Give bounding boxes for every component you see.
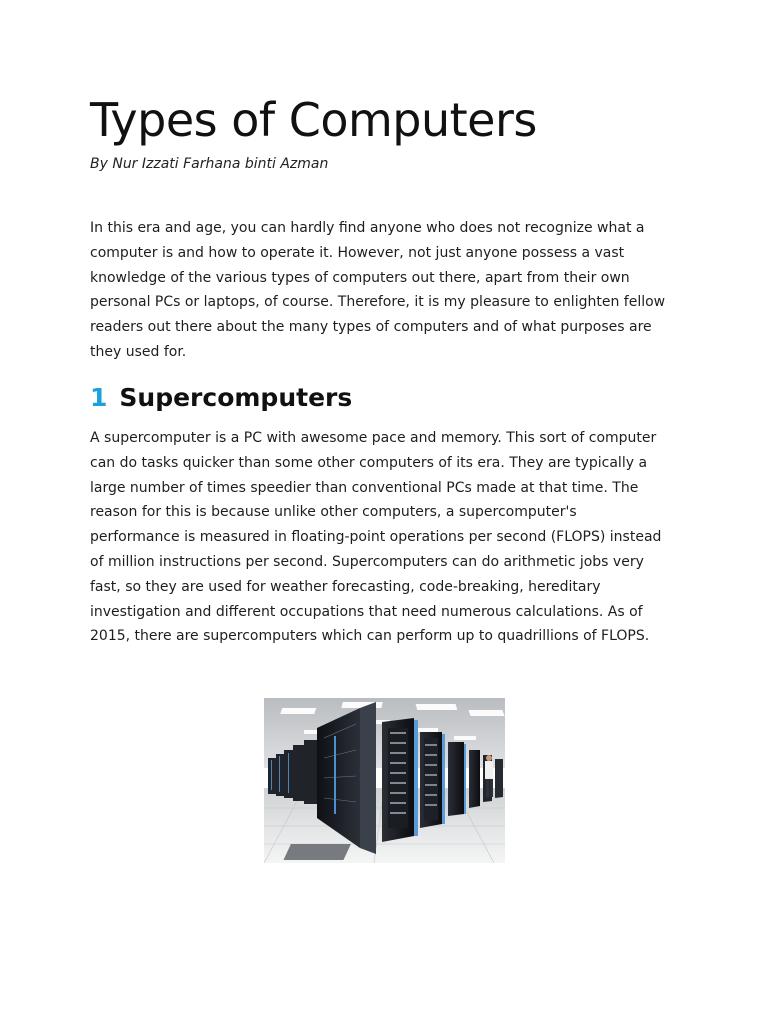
section-heading-supercomputers <box>90 380 352 416</box>
intro-paragraph: In this era and age, you can hardly find anyone who does not recognize what a computer is and how to operate it. However, not just anyone possess a vast knowledge of the various types of computers out there, apart from their own personal PCs or laptops, of course. Therefore, it is my pleasure to enlighten fellow readers out there about the many types of computers and of what purposes are they used for. <box>90 220 666 360</box>
section-title: Supercomputers <box>119 383 353 412</box>
section-body-supercomputers: A supercomputer is a PC with awesome pace and memory. This sort of computer can do tasks quicker than some other computers of its era. They are typically a large number of times speedier than conventional PCs made at that time. The reason for this is because unlike other computers, a supercomputer's performance is measured in floating-point operations per second (FLOPS) instead of million instructions per second. Supercomputers can do arithmetic jobs very fast, so they are used for weather forecasting, code-breaking, hereditary investigation and different occupations that need numerous calculations. As of 2015, there are supercomputers which can perform up to quadrillions of FLOPS. <box>90 430 662 645</box>
author-byline: By Nur Izzati Farhana binti Azman <box>90 156 329 172</box>
section-number: 1 <box>90 383 108 412</box>
page-title: Types of Computers <box>90 93 537 147</box>
supercomputer-photo <box>264 698 505 863</box>
